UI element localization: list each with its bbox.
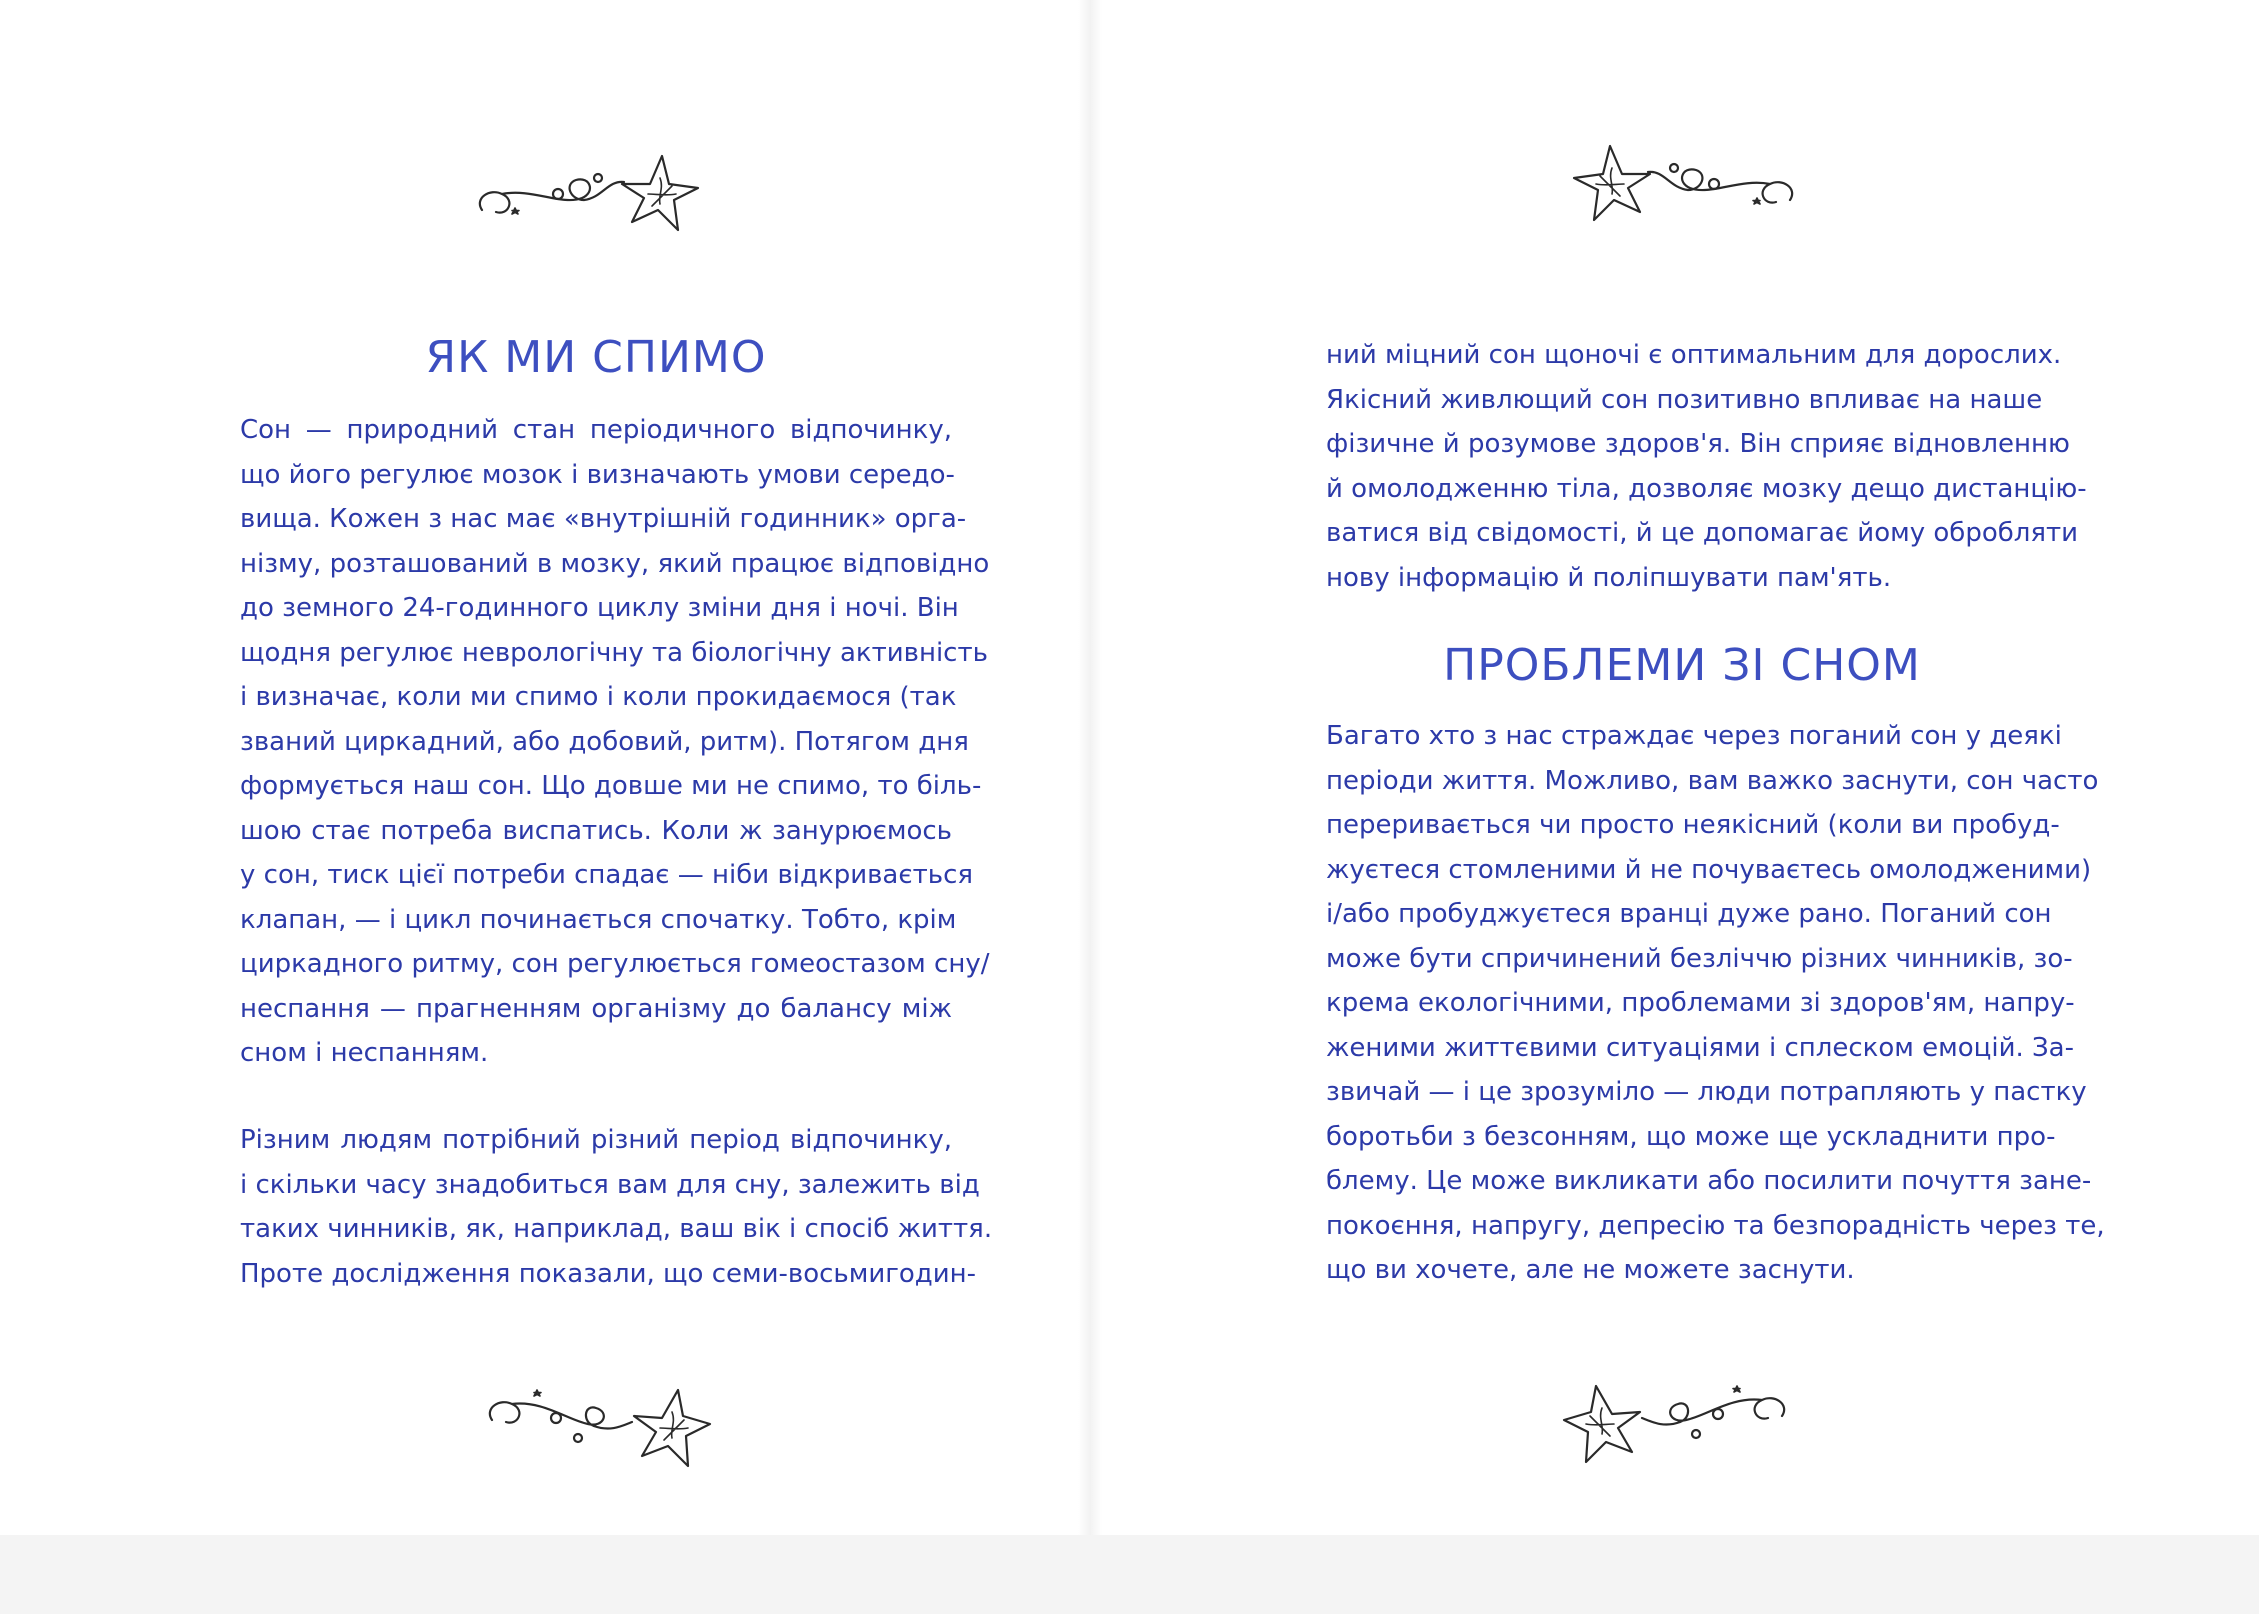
text-line: нізму, розташований в мозку, який працює відповідно: [240, 548, 990, 579]
text-line: й омолодженню тіла, дозволяє мозку дещо дистанцію-: [1326, 473, 2087, 504]
text-line: боротьби з безсонням, що може ще ускладнити про-: [1326, 1121, 2056, 1152]
text-line: ний міцний сон щоночі є оптимальним для дорослих.: [1326, 340, 2062, 370]
text-line: женими життєвими ситуаціями і сплеском емоцій. За-: [1326, 1032, 2074, 1063]
text-line: у сон, тиск цієї потреби спадає — ніби відкривається: [240, 860, 974, 890]
text-line: що ви хочете, але не можете заснути.: [1326, 1255, 1855, 1285]
left-paragraph-2: [240, 1118, 993, 1296]
text-line: блему. Це може викликати або посилити почуття зане-: [1326, 1166, 2092, 1196]
flourish-star-icon: [1560, 1378, 1792, 1468]
text-line: може бути спричинений безліччю різних чинників, зо-: [1326, 943, 2073, 974]
text-line: Багато хто з нас страждає через поганий сон у деякі: [1326, 721, 2062, 751]
section-heading-sleep-problems: ПРОБЛЕМИ ЗІ СНОМ: [1443, 640, 1921, 691]
text-line: переривається чи просто неякісний (коли ви пробуд-: [1326, 810, 2060, 840]
section-heading-how-we-sleep: ЯК МИ СПИМО: [425, 332, 767, 383]
text-line: звичай — і це зрозуміло — люди потрапляють у пастку: [1326, 1077, 2087, 1107]
text-line: щодня регулює неврологічну та біологічну активність: [240, 637, 988, 668]
text-line: вища. Кожен з нас має «внутрішній годинник» орга-: [240, 504, 967, 534]
text-line: циркадного ритму, сон регулюється гомеостазом сну/: [240, 949, 990, 979]
text-line: і визначає, коли ми спимо і коли прокидаємося (так: [240, 682, 957, 712]
text-line: званий циркадний, або добовий, ритм). Потягом дня: [240, 726, 969, 757]
text-line: Сон — природний стан періодичного відпочинку,: [240, 415, 952, 445]
right-paragraph-1: [1326, 333, 2087, 600]
text-line: нову інформацію й поліпшувати пам'ять.: [1326, 562, 1892, 593]
left-paragraph-1: [240, 408, 990, 1076]
book-gutter: [1078, 0, 1102, 1535]
flourish-star-icon: [1568, 138, 1800, 228]
text-line: Проте дослідження показали, що семи-восьмигодин-: [240, 1258, 977, 1289]
text-line: Різним людям потрібний різний період відпочинку,: [240, 1125, 952, 1155]
text-line: ватися від свідомості, й це допомагає йому обробляти: [1326, 518, 2079, 548]
text-line: формується наш сон. Що довше ми не спимо, то біль-: [240, 771, 982, 801]
scan-background: [0, 1535, 2259, 1614]
text-line: сном і неспанням.: [240, 1038, 489, 1068]
text-line: до земного 24-годинного циклу зміни дня і ночі. Він: [240, 593, 959, 623]
text-line: крема екологічними, проблемами зі здоров'ям, напру-: [1326, 988, 2075, 1018]
text-line: клапан, — і цикл починається спочатку. Тобто, крім: [240, 904, 957, 935]
text-line: шою стає потреба виспатись. Коли ж занурюємось: [240, 815, 952, 846]
flourish-star-icon: [472, 148, 704, 238]
text-line: і скільки часу знадобиться вам для сну, залежить від: [240, 1169, 980, 1200]
text-line: що його регулює мозок і визначають умови середо-: [240, 459, 955, 490]
text-line: фізичне й розумове здоров'я. Він сприяє відновленню: [1326, 429, 2070, 459]
text-line: періоди життя. Можливо, вам важко заснути, сон часто: [1326, 765, 2099, 796]
text-line: і/або пробуджуєтеся вранці дуже рано. Поганий сон: [1326, 899, 2052, 929]
text-line: покоєння, напругу, депресію та безпорадність через те,: [1326, 1210, 2105, 1241]
text-line: неспання — прагненням організму до балансу між: [240, 993, 952, 1024]
text-line: Якісний живлющий сон позитивно впливає на наше: [1326, 384, 2043, 415]
flourish-star-icon: [482, 1382, 714, 1472]
right-paragraph-2: [1326, 714, 2105, 1293]
text-line: таких чинників, як, наприклад, ваш вік і спосіб життя.: [240, 1214, 993, 1244]
text-line: жуєтеся стомленими й не почуваєтесь омолодженими): [1326, 854, 2092, 885]
